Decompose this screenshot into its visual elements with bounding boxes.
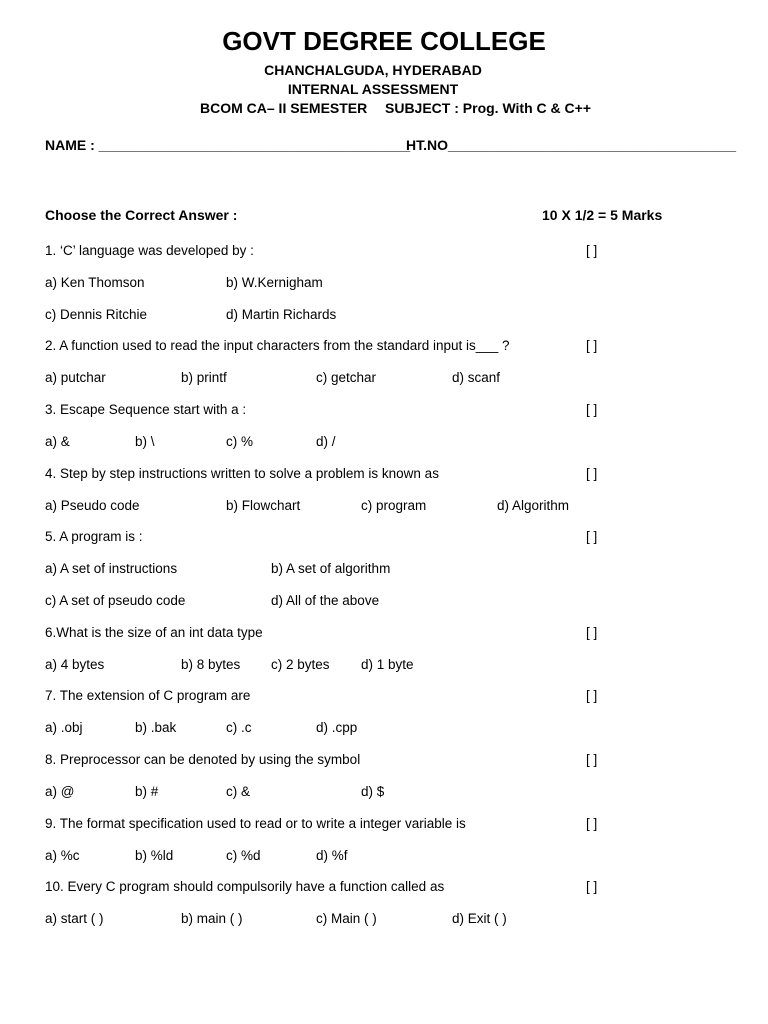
option-text: b) printf — [181, 370, 227, 385]
question-text: 7. The extension of C program are — [45, 688, 251, 703]
question-text: 4. Step by step instructions written to solve a problem is known as — [45, 466, 439, 481]
exam-title: INTERNAL ASSESSMENT — [287, 81, 459, 97]
option-text: c) % — [226, 434, 253, 449]
marks-label: 10 X 1/2 = 5 Marks — [542, 207, 663, 223]
option-text: a) Ken Thomson — [45, 275, 145, 290]
option-text: b) 8 bytes — [181, 657, 241, 672]
option-text: c) getchar — [316, 370, 377, 385]
option-text: a) .obj — [45, 720, 83, 735]
option-text: c) Dennis Ritchie — [45, 307, 148, 322]
option-text: d) %f — [316, 848, 348, 863]
option-text: d) scanf — [452, 370, 501, 385]
answer-bracket: [ ] — [586, 466, 598, 481]
answer-bracket: [ ] — [586, 243, 598, 258]
option-text: a) 4 bytes — [45, 657, 105, 672]
answer-bracket: [ ] — [586, 879, 598, 894]
option-text: b) Flowchart — [226, 498, 301, 513]
option-text: b) .bak — [135, 720, 177, 735]
option-text: a) putchar — [45, 370, 106, 385]
question-text: 1. ‘C’ language was developed by : — [45, 243, 254, 258]
option-text: c) 2 bytes — [271, 657, 330, 672]
htno-field: HT.NO_____________________________________ — [406, 137, 737, 153]
question-text: 9. The format specification used to read or to write a integer variable is — [45, 816, 466, 831]
option-text: a) start ( ) — [45, 911, 104, 926]
name-field: NAME : ________________________________________ — [45, 137, 411, 153]
option-text: b) \ — [135, 434, 155, 449]
college-title: GOVT DEGREE COLLEGE — [222, 26, 546, 56]
option-text: c) %d — [226, 848, 261, 863]
answer-bracket: [ ] — [586, 688, 598, 703]
question-text: 2. A function used to read the input characters from the standard input is___ ? — [45, 338, 510, 353]
option-text: d) 1 byte — [361, 657, 414, 672]
option-text: a) & — [45, 434, 70, 449]
option-text: c) .c — [226, 720, 252, 735]
option-text: b) W.Kernigham — [226, 275, 323, 290]
answer-bracket: [ ] — [586, 402, 598, 417]
option-text: c) program — [361, 498, 427, 513]
option-text: b) main ( ) — [181, 911, 243, 926]
question-text: 6.What is the size of an int data type — [45, 625, 263, 640]
answer-bracket: [ ] — [586, 529, 598, 544]
college-location: CHANCHALGUDA, HYDERABAD — [264, 62, 482, 78]
option-text: d) Algorithm — [497, 498, 570, 513]
option-text: d) / — [316, 434, 336, 449]
semester-label: BCOM CA– II SEMESTER — [200, 100, 368, 116]
option-text: c) A set of pseudo code — [45, 593, 186, 608]
option-text: c) & — [226, 784, 251, 799]
option-text: d) .cpp — [316, 720, 358, 735]
answer-bracket: [ ] — [586, 752, 598, 767]
option-text: a) Pseudo code — [45, 498, 140, 513]
option-text: a) %c — [45, 848, 80, 863]
option-text: a) @ — [45, 784, 75, 799]
option-text: a) A set of instructions — [45, 561, 178, 576]
answer-bracket: [ ] — [586, 816, 598, 831]
option-text: c) Main ( ) — [316, 911, 377, 926]
question-text: 8. Preprocessor can be denoted by using the symbol — [45, 752, 361, 767]
question-text: 10. Every C program should compulsorily have a function called as — [45, 879, 445, 894]
option-text: b) A set of algorithm — [271, 561, 391, 576]
option-text: d) Exit ( ) — [452, 911, 507, 926]
question-text: 3. Escape Sequence start with a : — [45, 402, 247, 417]
option-text: d) All of the above — [271, 593, 380, 608]
question-text: 5. A program is : — [45, 529, 143, 544]
subject-label: SUBJECT : Prog. With C & C++ — [385, 100, 592, 116]
instruction-heading: Choose the Correct Answer : — [45, 207, 238, 223]
option-text: b) # — [135, 784, 159, 799]
answer-bracket: [ ] — [586, 625, 598, 640]
answer-bracket: [ ] — [586, 338, 598, 353]
option-text: b) %ld — [135, 848, 174, 863]
option-text: d) Martin Richards — [226, 307, 337, 322]
option-text: d) $ — [361, 784, 385, 799]
